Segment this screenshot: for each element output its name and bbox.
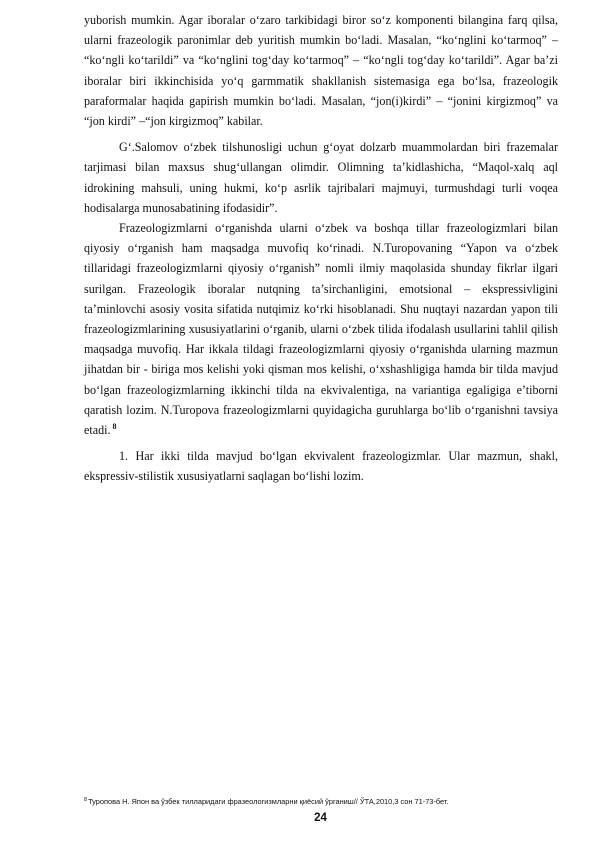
paragraph-3 [84, 218, 558, 440]
page-number: 24 [314, 812, 327, 824]
footnote [84, 797, 564, 807]
paragraph-1: yuborish mumkin. Agar iboralar o‘zaro tarkibidagi biror so‘z komponenti bilangina farq qilsa, ularni frazeologik paronimlar deb yuritish mumkin bo‘ladi. Masalan, “ko‘nglini ko‘tarmoq” – “ko‘ngli ko‘tarildi” va “ko‘nglini tog‘day ko‘tarmoq” – “ko‘ngli tog‘day ko‘tarildi”. Agar ba’zi iboralar biri ikkinchisida yo‘q garmmatik shakllanish sistemasiga ega bo‘lsa, frazeologik paraformalar haqida gapirish mumkin bo‘ladi. Masalan, “jon(i)kirdi” – “jonini kirgizmoq” va “jon kirdi” –“jon kirgizmoq” kabilar. [84, 13, 558, 129]
paragraph-4: 1. Har ikki tilda mavjud bo‘lgan ekvivalent frazeologizmlar. Ular mazmun, shakl, ekspressiv-stilistik xususiyatlarni saqlagan bo‘lishi lozim. [84, 449, 558, 484]
paragraph-2: G‘.Salomov o‘zbek tilshunosligi uchun g‘oyat dolzarb muammolardan biri frazemalar tarjimasi bilan maxsus shug‘ullangan olimdir. Olimning ta’kidlashicha, “Maqol-xalq aql idrokining mahsuli, uning hukmi, ko‘p asrlik tajribalari majmuyi, turmushdagi turli voqea hodisalarga munosabatining ifodasidir”. [84, 140, 558, 215]
paragraph-3-text: Frazeologizmlarni o‘rganishda ularni o‘zbek va boshqa tillar frazeologizmlari bilan qiyosiy o‘rganish ham maqsadga muvofiq ko‘rinadi. N.Turopovaning “Yapon va o‘zbek tillaridagi frazeologizmlarni qiyosiy o‘rganish” nomli ilmiy maqolasida shunday fikrlar ilgari surilgan. Frazeologik iboralar nutqning ta’sirchanligini, emotsional – ekspressivligini ta’minlovchi asosiy vosita sifatida nutqimiz ko‘rki hisoblanadi. Shu nuqtayi nazardan yapon tili frazeologizmlarining xususiyatlarini o‘rganib, ularni o‘zbek tilida ifodalash usullarini tahlil qilish maqsadga muvofiq. Har ikkala tildagi frazeologizmlarni qiyosiy o‘rganishda ularning mazmun jihatdan bir - biriga mos kelishi yoki qisman mos kelishi, o‘xshashligiga hamda bir tilda mavjud bo‘lgan frazeologizmlarning ikkinchi tilda na ekvivalentiga, na variantiga egaligiga e’tiborni qaratish lozim. N.Turopova frazeologizmlarni quyidagicha guruhlarga bo‘lib o‘rganishni tavsiya etadi. [84, 221, 558, 438]
footnote-text: Туропова Н. Япон ва ўзбек тилларидаги фразеологизмларни қиёсий ўрганиш// ЎТА,2010,3 сон 71-73-бет. [88, 797, 449, 806]
body-text [84, 10, 558, 487]
footnote-reference[interactable]: 8 [112, 422, 117, 432]
footnote-marker: 8 [84, 796, 88, 803]
